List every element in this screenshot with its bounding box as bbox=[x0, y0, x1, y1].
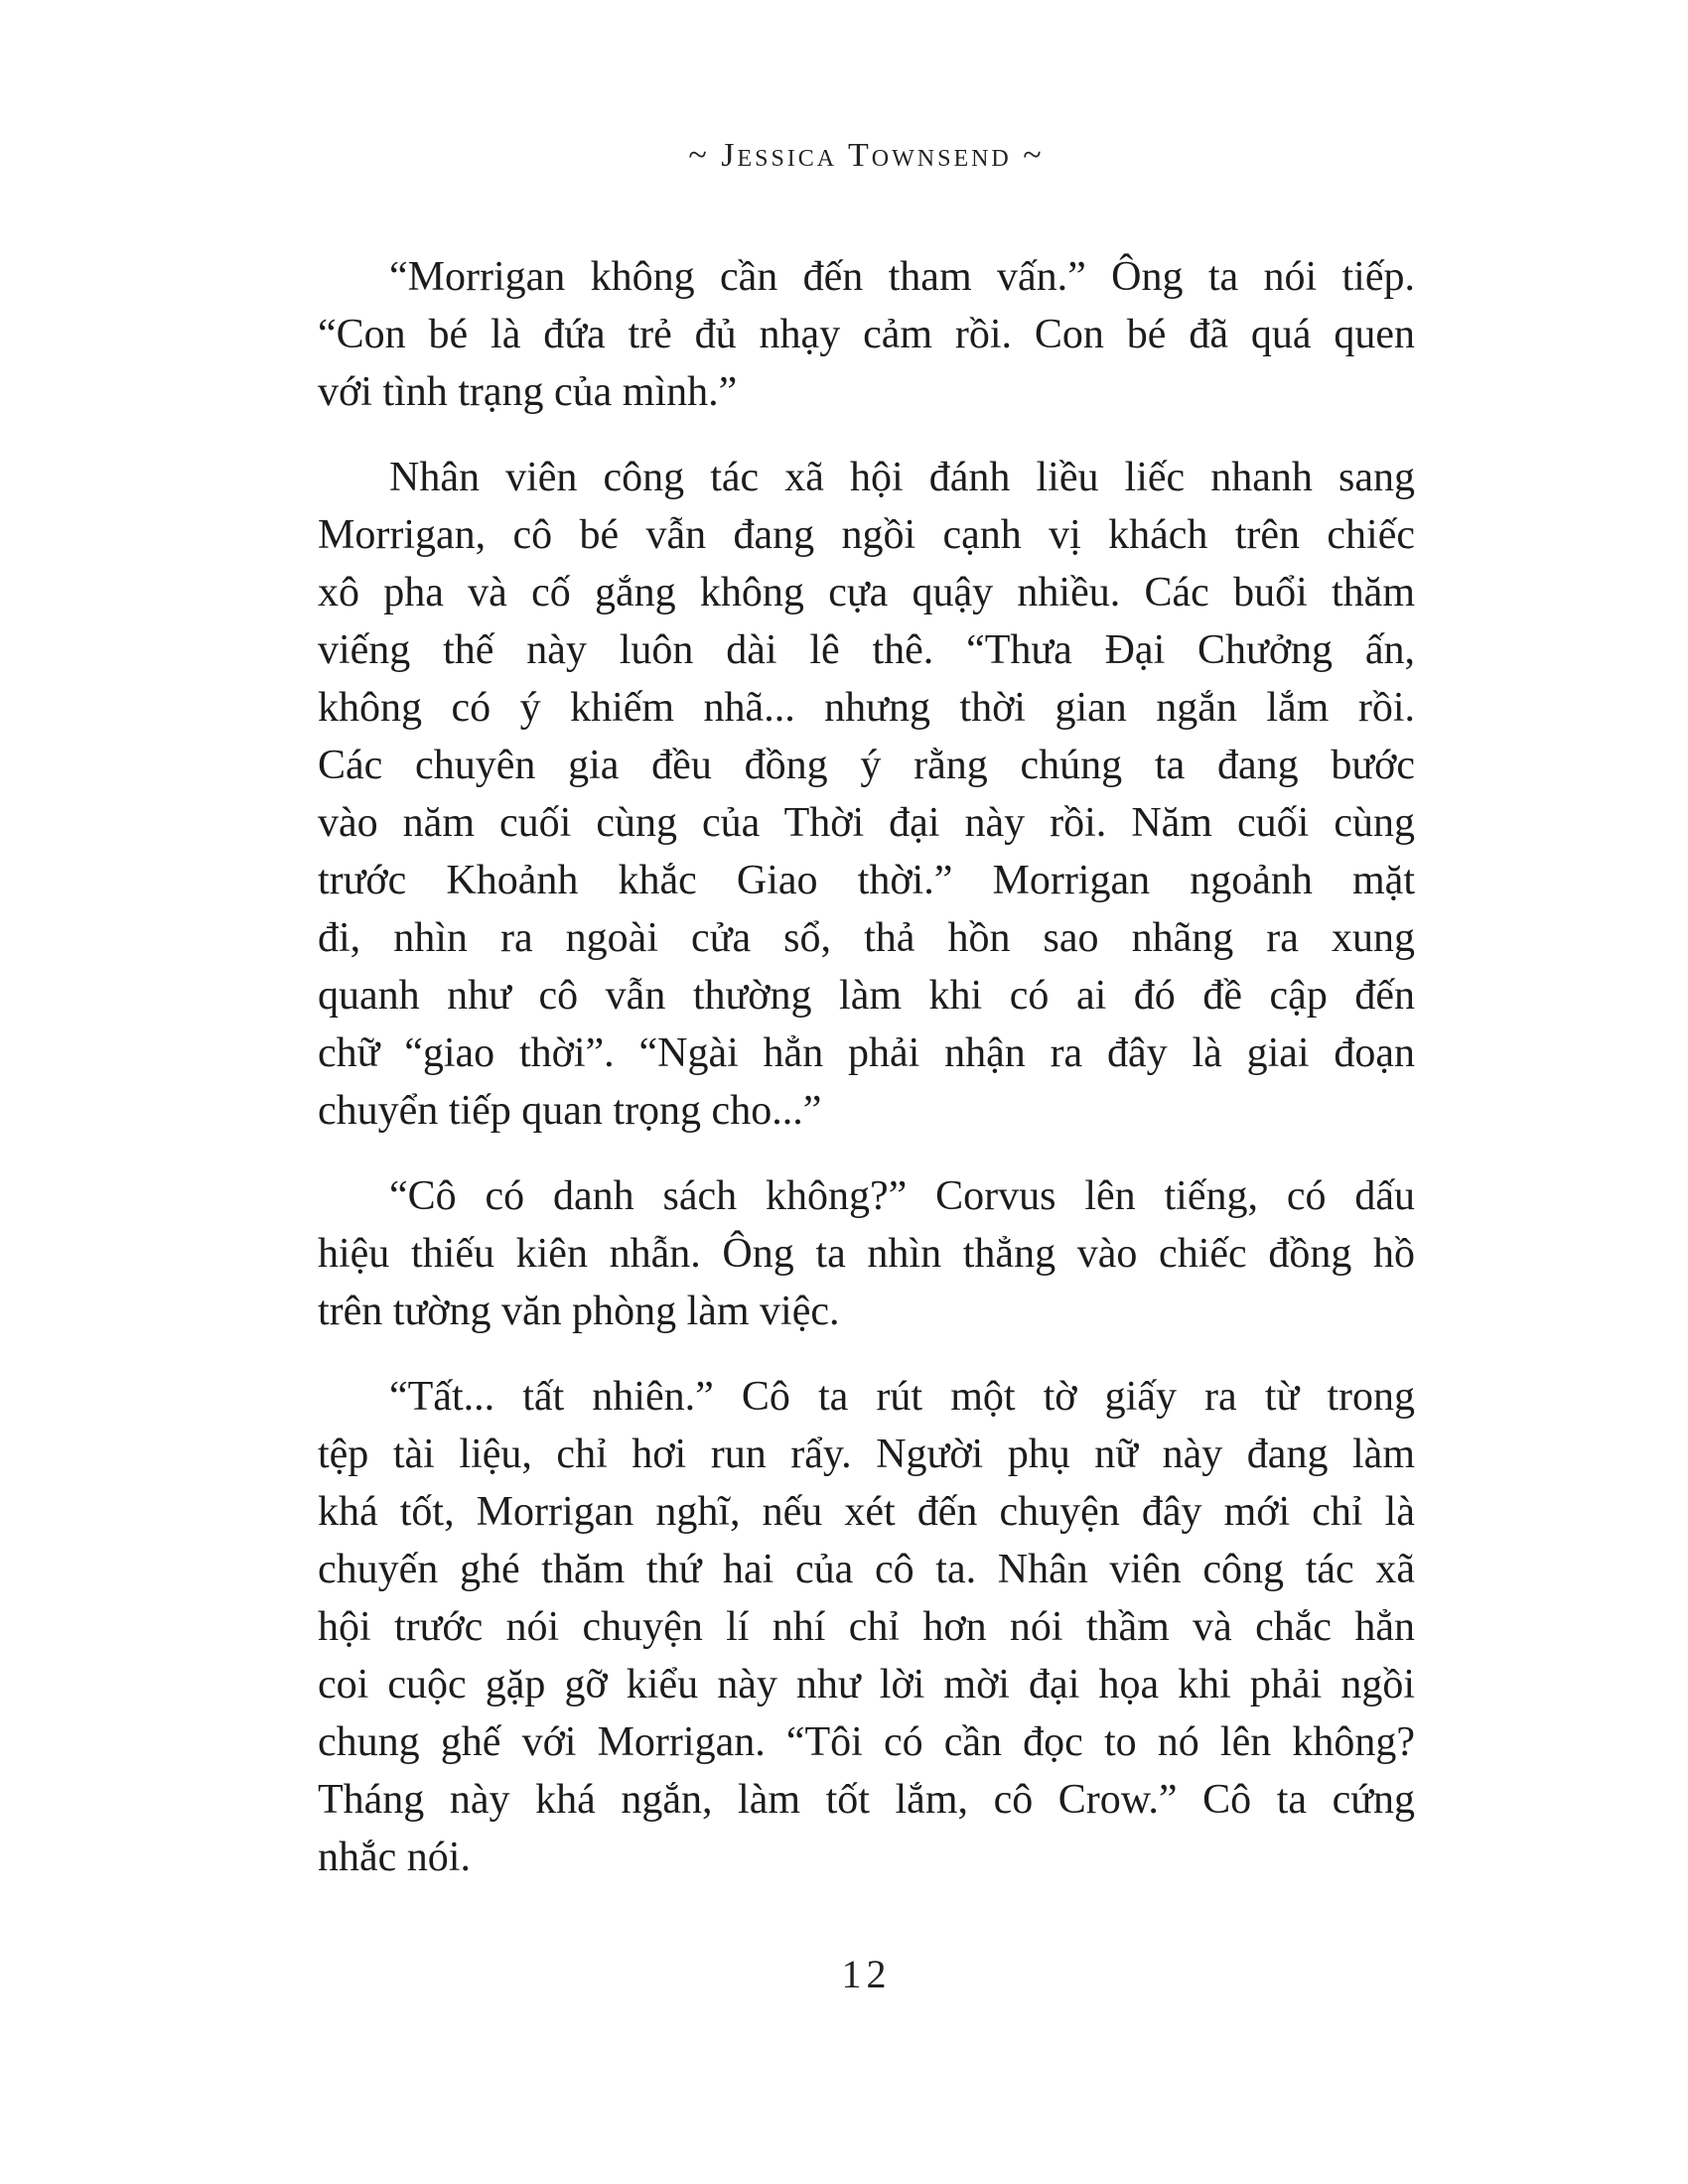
text-line: Tháng này khá ngắn, làm tốt lắm, cô Crow.” Cô ta cứng bbox=[318, 1777, 1415, 1823]
text-line: với tình trạng của mình.” bbox=[318, 369, 738, 415]
text-line: vào năm cuối cùng của Thời đại này rồi. Năm cuối cùng bbox=[318, 800, 1415, 846]
text-line: xô pha và cố gắng không cựa quậy nhiều. Các buổi thăm bbox=[318, 570, 1415, 615]
text-line: trên tường văn phòng làm việc. bbox=[318, 1289, 840, 1334]
text-line: chuyển tiếp quan trọng cho...” bbox=[318, 1088, 822, 1134]
page-number: 12 bbox=[841, 1952, 892, 1996]
text-line: chữ “giao thời”. “Ngài hẳn phải nhận ra đây là giai đoạn bbox=[318, 1030, 1415, 1076]
text-line: Morrigan, cô bé vẫn đang ngồi cạnh vị khách trên chiếc bbox=[318, 512, 1415, 558]
text-line: “Con bé là đứa trẻ đủ nhạy cảm rồi. Con bé đã quá quen bbox=[318, 312, 1415, 357]
running-header: ~ Jessica Townsend ~ bbox=[688, 137, 1045, 174]
text-line: quanh như cô vẫn thường làm khi có ai đó đề cập đến bbox=[318, 973, 1415, 1019]
page-body bbox=[318, 248, 1415, 1886]
text-line: trước Khoảnh khắc Giao thời.” Morrigan ngoảnh mặt bbox=[318, 858, 1415, 903]
text-line: nhắc nói. bbox=[318, 1835, 471, 1880]
text-line: hiệu thiếu kiên nhẫn. Ông ta nhìn thẳng vào chiếc đồng hồ bbox=[318, 1231, 1415, 1277]
paragraph bbox=[318, 1368, 1415, 1886]
text-line: viếng thế này luôn dài lê thê. “Thưa Đại Chưởng ấn, bbox=[318, 627, 1415, 673]
text-line: chung ghế với Morrigan. “Tôi có cần đọc to nó lên không? bbox=[318, 1719, 1415, 1765]
text-line: “Tất... tất nhiên.” Cô ta rút một tờ giấy ra từ trong bbox=[389, 1374, 1415, 1420]
text-line: khá tốt, Morrigan nghĩ, nếu xét đến chuyện đây mới chỉ là bbox=[318, 1489, 1415, 1535]
text-line: hội trước nói chuyện lí nhí chỉ hơn nói thầm và chắc hẳn bbox=[318, 1604, 1415, 1650]
text-line: không có ý khiếm nhã... nhưng thời gian ngắn lắm rồi. bbox=[318, 685, 1415, 731]
text-line: chuyến ghé thăm thứ hai của cô ta. Nhân viên công tác xã bbox=[318, 1547, 1415, 1592]
text-line: Các chuyên gia đều đồng ý rằng chúng ta đang bước bbox=[318, 743, 1415, 788]
paragraph bbox=[318, 1167, 1415, 1340]
text-line: tệp tài liệu, chỉ hơi run rẩy. Người phụ nữ này đang làm bbox=[318, 1432, 1415, 1477]
text-line: “Morrigan không cần đến tham vấn.” Ông ta nói tiếp. bbox=[389, 254, 1415, 300]
paragraph bbox=[318, 248, 1415, 421]
paragraph bbox=[318, 449, 1415, 1140]
text-line: đi, nhìn ra ngoài cửa sổ, thả hồn sao nhãng ra xung bbox=[318, 915, 1415, 961]
text-line: Nhân viên công tác xã hội đánh liều liếc nhanh sang bbox=[389, 455, 1415, 500]
text-line: “Cô có danh sách không?” Corvus lên tiếng, có dấu bbox=[389, 1173, 1415, 1219]
text-line: coi cuộc gặp gỡ kiểu này như lời mời đại họa khi phải ngồi bbox=[318, 1662, 1415, 1707]
